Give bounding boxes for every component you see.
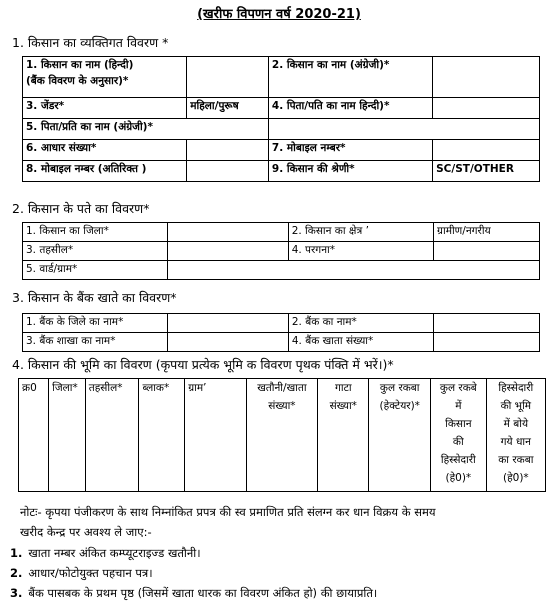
section-1-heading: 1. किसान का व्यक्तिगत विवरण * [12,35,169,50]
ward-village-field[interactable] [168,261,540,280]
col-total-area: कुल रकबा (हेक्टेयर)* [369,379,431,492]
section-2-heading: 2. किसान के पते का विवरण* [12,201,150,216]
area-label: 2. किसान का क्षेत्र ’ [288,223,433,242]
col-block: ब्लाक* [139,379,185,492]
col-village: ग्राम’ [185,379,246,492]
note-line-1: नोटः- कृपया पंजीकरण के साथ निम्नांकित प्रपत्र की स्व प्रमाणित प्रति संलग्न कर धान विक्रय के समय [20,505,436,519]
address-table [22,222,540,280]
category-value[interactable]: SC/ST/OTHER [433,161,540,182]
section-3-heading: 3. किसान के बैंक खाते का विवरण* [12,290,177,305]
personal-details-table [22,56,540,182]
bank-name-field[interactable] [434,314,540,333]
mobile-field[interactable] [433,140,540,161]
gender-label: 3. जेंडर* [23,98,187,119]
list-item: 2. आधार/फोटोयुक्त पहचान पत्र। [10,566,153,580]
alt-mobile-field[interactable] [187,161,269,182]
list-item: 1. खाता नम्बर अंकित कम्प्यूटराइज्ड खतौनी। [10,546,201,560]
col-district: जिला* [49,379,86,492]
bank-district-label: 1. बैंक के जिले का नाम* [23,314,168,333]
father-name-english-label: 5. पिता/प्रति का नाम (अंग्रेजी)* [23,119,269,140]
pargana-label: 4. परगना* [288,242,433,261]
account-label: 4. बैंक खाता संख्या* [288,333,433,352]
bank-table [22,313,540,352]
tehsil-field[interactable] [168,242,288,261]
aadhaar-field[interactable] [187,140,269,161]
farmer-name-english-label: 2. किसान का नाम (अंग्रेजी)* [268,57,432,98]
col-paddy-area: हिस्सेदारी की भूमि में बोये गये धान का रकबा (हे0)* [486,379,545,492]
category-label: 9. किसान की श्रेणी* [268,161,432,182]
father-name-english-field[interactable] [268,119,539,140]
father-name-hindi-label: 4. पिता/पति का नाम हिन्दी)* [268,98,432,119]
district-label: 1. किसान का जिला* [23,223,168,242]
alt-mobile-label: 8. मोबाइल नम्बर (अतिरिक्त ) [23,161,187,182]
note-line-2: खरीद केन्द्र पर अवश्य ले जाए:- [20,525,152,539]
col-serial: क्र0 [19,379,49,492]
col-gata: गाटा संख्या* [318,379,369,492]
col-tehsil: तहसील* [85,379,139,492]
aadhaar-label: 6. आधार संख्या* [23,140,187,161]
pargana-field[interactable] [434,242,540,261]
farmer-name-english-field[interactable] [433,57,540,98]
area-value[interactable]: ग्रामीण/नगरीय [434,223,540,242]
district-field[interactable] [168,223,288,242]
list-item: 3. बैंक पासबक के प्रथम पृष्ठ (जिसमें खाता धारक का विवरण अंकित हो) की छायाप्रति। [10,586,378,600]
mobile-label: 7. मोबाइल नम्बर* [268,140,432,161]
bank-name-label: 2. बैंक का नाम* [288,314,433,333]
father-name-hindi-field[interactable] [433,98,540,119]
land-table [18,378,546,492]
branch-label: 3. बैंक शाखा का नाम* [23,333,168,352]
bank-district-field[interactable] [168,314,288,333]
account-field[interactable] [434,333,540,352]
form-title: (खरीफ विपणन वर्ष 2020-21) [197,7,361,22]
gender-value[interactable]: महिला/पुरूष [187,98,269,119]
farmer-name-hindi-label: 1. किसान का नाम (हिन्दी) (बैंक विवरण के अनुसार)* [23,57,187,98]
ward-village-label: 5. वार्ड/ग्राम* [23,261,168,280]
farmer-name-hindi-field[interactable] [187,57,269,98]
col-farmer-share: कुल रकबे में किसान की हिस्सेदारी (हे0)* [431,379,487,492]
section-4-heading: 4. किसान की भूमि का विवरण (कृपया प्रत्येक भूमि क विवरण पृथक पंक्ति में भरें।)* [12,357,394,372]
branch-field[interactable] [168,333,288,352]
tehsil-label: 3. तहसील* [23,242,168,261]
col-khatauni: खतौनी/खाता संख्या* [246,379,318,492]
